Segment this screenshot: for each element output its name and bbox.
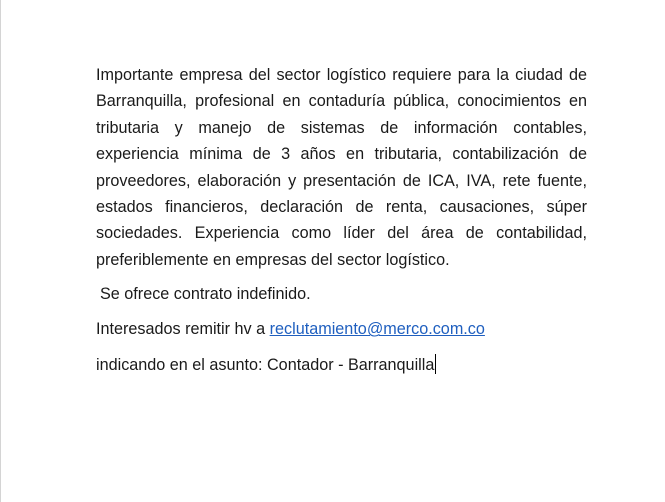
email-link[interactable]: reclutamiento@merco.com.co xyxy=(269,320,485,339)
contact-prefix: Interesados remitir hv a xyxy=(96,320,270,339)
contact-line xyxy=(96,316,587,342)
contract-offer-text: Se ofrece contrato indefinido. xyxy=(100,285,311,304)
text-cursor xyxy=(435,354,436,374)
subject-text: indicando en el asunto: Contador - Barranquilla xyxy=(96,356,435,375)
document-body[interactable] xyxy=(96,62,587,378)
job-description-paragraph: Importante empresa del sector logístico requiere para la ciudad de Barranquilla, profesional en contaduría pública, conocimientos en tributaria y manejo de sistemas de información contables, experiencia mínima de 3 años en tributaria, contabilización de proveedores, elaboración y presentación de ICA, IVA, rete fuente, estados financieros, declaración de renta, causaciones, súper sociedades. Experiencia como líder del área de contabilidad, preferiblemente en empresas del sector logístico. xyxy=(96,66,587,269)
subject-line xyxy=(96,352,587,378)
